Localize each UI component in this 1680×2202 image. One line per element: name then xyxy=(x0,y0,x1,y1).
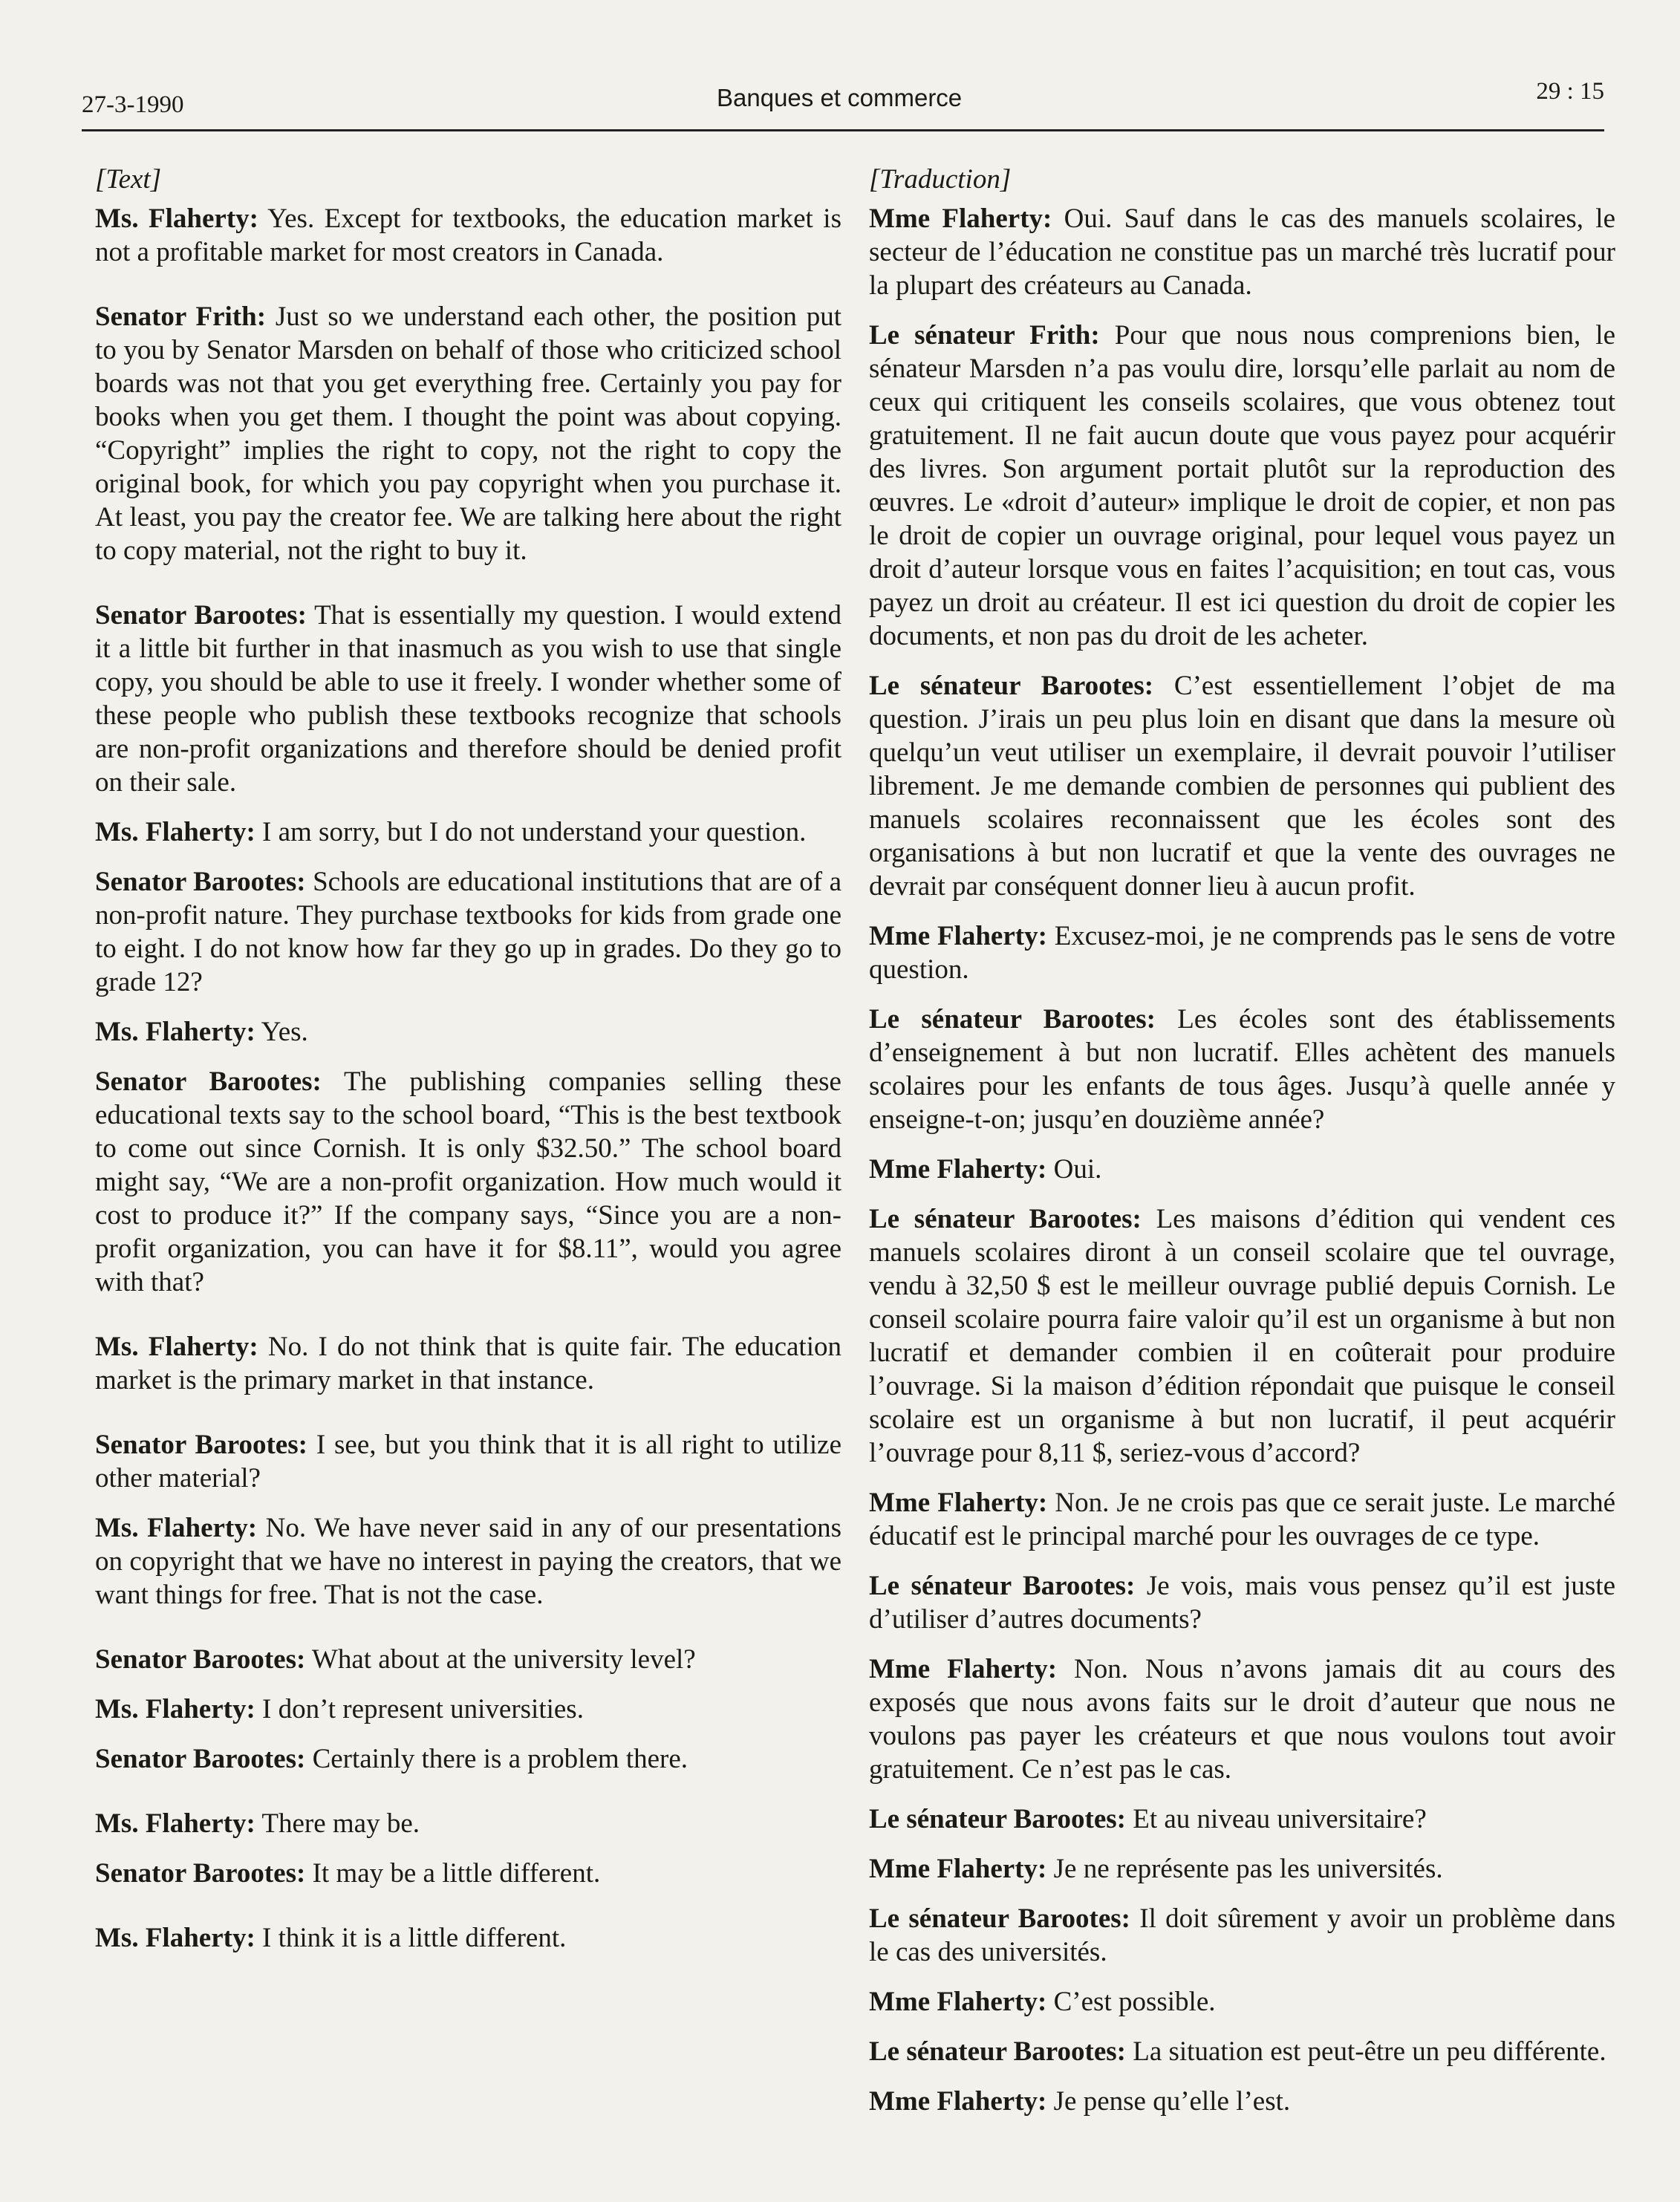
speech-text: C’est possible. xyxy=(1053,1987,1216,2017)
speaker-name: Ms. Flaherty: xyxy=(95,817,255,847)
speaker-name: Ms. Flaherty: xyxy=(95,1694,255,1724)
column-label: [Traduction] xyxy=(869,164,1012,195)
speech-paragraph xyxy=(95,1330,841,1397)
speech-text: Excusez-moi, je ne comprends pas le sens de votre question. xyxy=(869,921,1615,985)
speech-text: Pour que nous nous comprenions bien, le sénateur Marsden n’a pas voulu dire, lorsqu’elle parlait au nom de ceux qui critiquent les conseils scolaires, que vous obtenez tout gratuitement. Il ne fait aucun doute que vous payez pour acquérir des livres. Son argument portait plutôt sur la reproduction des œuvres. Le «droit d’auteur» implique le droit de copier, et non pas le droit de copier un ouvrage original, pour lequel vous payez un droit d’auteur lorsque vous en faites l’acquisition; en tout cas, vous payez un droit au créateur. Il est ici question du droit de copier les documents, et non pas du droit de les acheter. xyxy=(869,320,1616,651)
speech-text: That is essentially my question. I would extend it a little bit further in that inasmuch as you wish to use that single copy, you should be able to use it freely. I wonder whether some of these people who publish these textbooks recognize that schools are non-profit organizations and therefore should be denied profit on their sale. xyxy=(95,600,841,798)
speaker-name: Mme Flaherty: xyxy=(869,1654,1058,1684)
header-page-number: 29 : 15 xyxy=(1536,78,1604,105)
speech-text: Oui. Sauf dans le cas des manuels scolaires, le secteur de l’éducation ne constitue pas un marché très lucratif pour la plupart des créateurs au Canada. xyxy=(869,203,1615,301)
speech-paragraph xyxy=(95,1643,841,1676)
speaker-name: Senator Barootes: xyxy=(95,1744,306,1774)
speaker-name: Ms. Flaherty: xyxy=(95,1808,255,1839)
speech-text: There may be. xyxy=(261,1808,420,1839)
speech-text: The publishing companies selling these educational texts say to the school board, “This is the best textbook to come out since Cornish. It is only $32.50.” The school board might say, “We are a non-profit organization. How much would it cost to produce it?” If the company says, “Since you are a non-profit organization, you can have it for $8.11”, would you agree with that? xyxy=(95,1066,841,1297)
speech-text: It may be a little different. xyxy=(312,1858,601,1889)
speaker-name: Senator Barootes: xyxy=(95,1066,322,1097)
speaker-name: Le sénateur Barootes: xyxy=(869,1204,1142,1234)
speaker-name: Mme Flaherty: xyxy=(869,2086,1047,2117)
speaker-name: Mme Flaherty: xyxy=(869,1987,1047,2017)
speech-text: I am sorry, but I do not understand your question. xyxy=(262,817,807,847)
speaker-name: Le sénateur Frith: xyxy=(869,320,1100,351)
speech-paragraph xyxy=(95,1742,841,1776)
speech-paragraph xyxy=(869,1569,1615,1636)
speaker-name: Le sénateur Barootes: xyxy=(869,2036,1126,2067)
speech-text: Et au niveau universitaire? xyxy=(1133,1804,1427,1834)
speech-text: Yes. xyxy=(261,1017,308,1047)
speaker-name: Ms. Flaherty: xyxy=(95,1923,255,1953)
speech-text: Je pense qu’elle l’est. xyxy=(1053,2086,1291,2117)
speech-paragraph xyxy=(869,202,1615,302)
speech-paragraph xyxy=(95,1015,841,1049)
speech-text: I see, but you think that it is all right to utilize other material? xyxy=(95,1430,842,1493)
speaker-name: Mme Flaherty: xyxy=(869,921,1047,951)
speech-paragraph xyxy=(95,599,841,799)
speaker-name: Le sénateur Barootes: xyxy=(869,671,1154,701)
speaker-name: Ms. Flaherty: xyxy=(95,1017,255,1047)
speech-paragraph xyxy=(869,319,1615,653)
speech-text: What about at the university level? xyxy=(311,1644,696,1675)
speech-text: Les écoles sont des établissements d’enseignement à but non lucratif. Elles achètent des manuels scolaires pour les enfants de tous âges. Jusqu’à quelle année y enseigne-t-on; jusqu’en douzième année? xyxy=(869,1004,1615,1135)
speech-paragraph xyxy=(95,300,841,567)
speaker-name: Senator Barootes: xyxy=(95,1430,307,1460)
speech-text: Les maisons d’édition qui vendent ces manuels scolaires diront à un conseil scolaire que tel ouvrage, vendu à 32,50 $ est le meilleur ouvrage publié depuis Cornish. Le conseil scolaire pourra faire valoir qu’il est un organisme à but non lucratif et demander combien il en coûterait pour produire l’ouvrage. Si la maison d’édition répondait que puisque le conseil scolaire est un organisme à but non lucratif, il peut acquérir l’ouvrage pour 8,11 $, seriez-vous d’accord? xyxy=(869,1204,1615,1468)
speech-text: La situation est peut-être un peu différente. xyxy=(1133,2036,1606,2067)
speech-text: No. We have never said in any of our presentations on copyright that we have no interest in paying the creators, that we want things for free. That is not the case. xyxy=(95,1513,841,1610)
speech-paragraph xyxy=(95,1428,841,1495)
speaker-name: Senator Barootes: xyxy=(95,867,306,897)
speech-paragraph xyxy=(869,2085,1615,2118)
column-label: [Text] xyxy=(95,164,162,195)
speech-text: Yes. Except for textbooks, the education market is not a profitable market for most creators in Canada. xyxy=(95,203,841,267)
speech-text: Je vois, mais vous pensez qu’il est juste d’utiliser d’autres documents? xyxy=(869,1571,1616,1635)
speaker-name: Senator Barootes: xyxy=(95,600,307,631)
speech-paragraph xyxy=(869,1852,1615,1886)
speech-paragraph xyxy=(95,865,841,999)
speech-paragraph xyxy=(869,919,1615,986)
page-header xyxy=(82,78,1604,134)
speech-text: Non. Nous n’avons jamais dit au cours des exposés que nous avons faits sur le droit d’auteur que nous ne voulons pas payer les créateurs et que nous voulons tout avoir gratuitement. Ce n’est pas le cas. xyxy=(869,1654,1616,1785)
speaker-name: Mme Flaherty: xyxy=(869,203,1052,234)
speech-text: No. I do not think that is quite fair. The education market is the primary market in that instance. xyxy=(95,1332,841,1395)
speech-paragraph xyxy=(95,1921,841,1955)
speech-paragraph xyxy=(869,1003,1615,1136)
speech-paragraph xyxy=(869,1902,1615,1969)
speech-text: Schools are educational institutions that are of a non-profit nature. They purchase textbooks for kids from grade one to eight. I do not know how far they go up in grades. Do they go to grade 12? xyxy=(95,867,841,997)
speech-paragraph xyxy=(869,1802,1615,1836)
speaker-name: Senator Barootes: xyxy=(95,1858,306,1889)
speech-paragraph xyxy=(869,1985,1615,2019)
speech-text: Il doit sûrement y avoir un problème dans le cas des universités. xyxy=(869,1903,1615,1967)
speech-text: Je ne représente pas les universités. xyxy=(1053,1854,1443,1884)
speaker-name: Mme Flaherty: xyxy=(869,1854,1047,1884)
speaker-name: Senator Barootes: xyxy=(95,1644,306,1675)
speaker-name: Le sénateur Barootes: xyxy=(869,1804,1126,1834)
speech-paragraph xyxy=(95,815,841,849)
speech-paragraph xyxy=(869,1153,1615,1186)
speech-paragraph xyxy=(869,2035,1615,2068)
speech-paragraph xyxy=(95,1511,841,1612)
speaker-name: Ms. Flaherty: xyxy=(95,1513,258,1543)
speech-text: Just so we understand each other, the position put to you by Senator Marsden on behalf of those who criticized school boards was not that you get everything free. Certainly you pay for books when you get them. I thought the point was about copying. “Copyright” implies the right to copy, not the right to copy the original book, for which you pay copyright when you purchase it. At least, you pay the creator fee. We are talking here about the right to copy material, not the right to buy it. xyxy=(95,302,841,566)
speech-text: C’est essentiellement l’objet de ma question. J’irais un peu plus loin en disant que dans la mesure où quelqu’un veut utiliser un exemplaire, il devrait pouvoir l’utiliser librement. Je me demande combien de personnes qui publient des manuels scolaires reconnaissent que les écoles sont des organisations à but non lucratif et que la vente des ouvrages ne devrait par conséquent donner lieu à aucun profit. xyxy=(869,671,1615,902)
speech-paragraph xyxy=(869,669,1615,903)
speech-paragraph xyxy=(95,1065,841,1299)
speaker-name: Mme Flaherty: xyxy=(869,1154,1047,1185)
english-column xyxy=(95,156,841,2146)
speech-text: Non. Je ne crois pas que ce serait juste. Le marché éducatif est le principal marché pour les ouvrages de ce type. xyxy=(869,1488,1615,1551)
speech-paragraph xyxy=(869,1486,1615,1553)
speech-text: I think it is a little different. xyxy=(262,1923,567,1953)
header-date: 27-3-1990 xyxy=(82,91,184,118)
speech-text: Oui. xyxy=(1053,1154,1102,1185)
speech-paragraph xyxy=(95,1693,841,1726)
speaker-name: Mme Flaherty: xyxy=(869,1488,1048,1518)
speaker-name: Le sénateur Barootes: xyxy=(869,1903,1131,1934)
speech-paragraph xyxy=(95,202,841,269)
speaker-name: Le sénateur Barootes: xyxy=(869,1004,1156,1035)
speaker-name: Ms. Flaherty: xyxy=(95,1332,258,1362)
header-rule xyxy=(82,129,1604,131)
speech-paragraph xyxy=(95,1857,841,1890)
header-title: Banques et commerce xyxy=(717,84,963,111)
speaker-name: Ms. Flaherty: xyxy=(95,203,258,234)
speech-text: I don’t represent universities. xyxy=(262,1694,584,1724)
speaker-name: Senator Frith: xyxy=(95,302,267,332)
speech-text: Certainly there is a problem there. xyxy=(312,1744,688,1774)
speaker-name: Le sénateur Barootes: xyxy=(869,1571,1136,1601)
speech-paragraph xyxy=(95,1807,841,1840)
speech-paragraph xyxy=(869,1652,1615,1786)
french-column xyxy=(869,156,1615,2146)
speech-paragraph xyxy=(869,1202,1615,1470)
